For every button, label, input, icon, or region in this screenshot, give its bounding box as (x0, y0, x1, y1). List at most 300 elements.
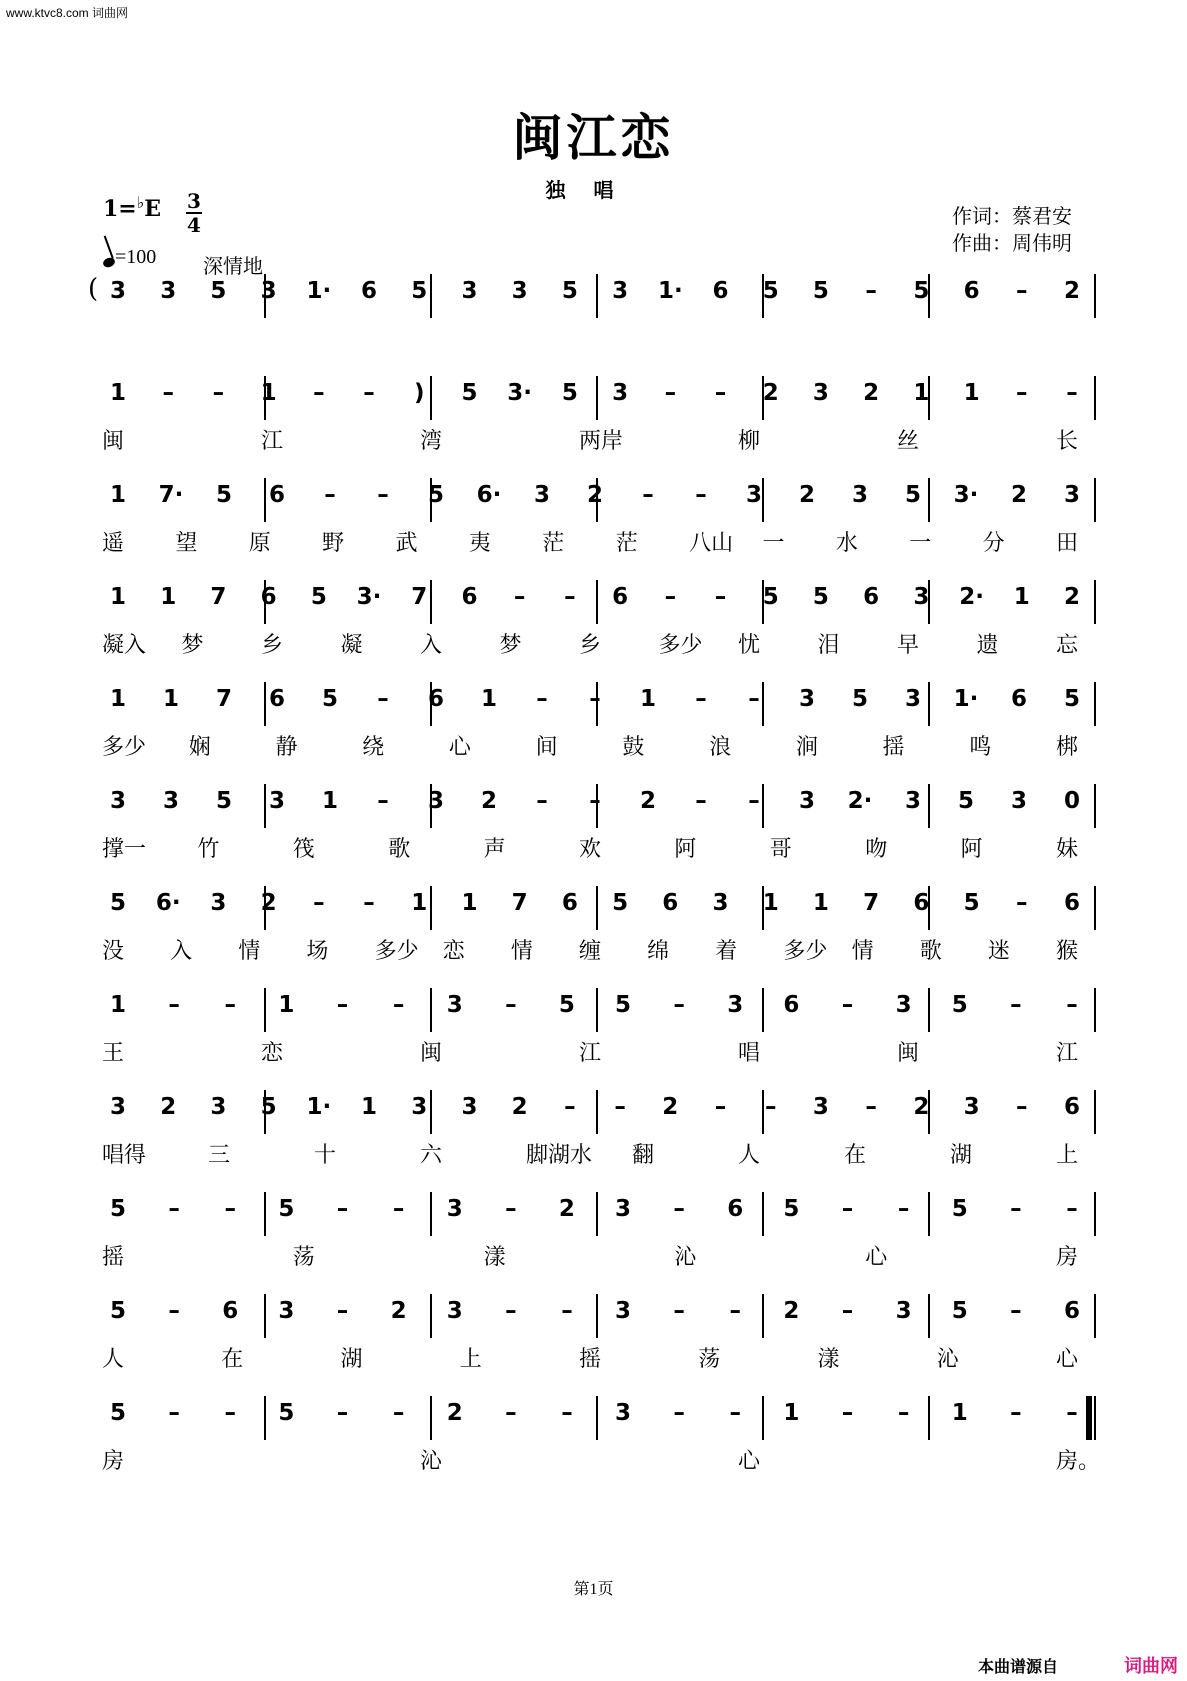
song-subtitle: 独唱 (545, 178, 642, 202)
bar-line (1094, 682, 1096, 726)
note: 3 (162, 788, 179, 814)
staff-row (0, 1400, 1187, 1500)
lyric: 两岸 (579, 429, 624, 454)
note: 7 (863, 890, 880, 916)
composer: 作曲：周伟明 (952, 233, 1072, 255)
lyric: 水 (835, 531, 858, 556)
note: – (224, 992, 236, 1018)
note: 6 (863, 584, 880, 610)
note: 7 (215, 686, 232, 712)
note: 5 (812, 584, 829, 610)
note: 5 (1063, 686, 1080, 712)
note: 2 (639, 788, 656, 814)
note: 3· (356, 584, 382, 610)
note: 1 (951, 1400, 968, 1426)
note: 3 (895, 1298, 912, 1324)
note: 2 (798, 482, 815, 508)
note: – (841, 1400, 854, 1426)
note: 3 (210, 890, 227, 916)
note: 3· (507, 380, 533, 406)
lyric: 浪 (709, 735, 732, 760)
note: 6 (222, 1298, 239, 1324)
note: 1 (762, 890, 779, 916)
note: – (505, 1196, 517, 1222)
note: 3 (615, 1196, 632, 1222)
note: 1 (162, 686, 179, 712)
lyric: 唱得 (102, 1143, 147, 1168)
note: – (1016, 1094, 1028, 1120)
lyric: 多少 (374, 939, 419, 964)
note: 3 (851, 482, 868, 508)
note: – (748, 788, 760, 814)
key-note: E (144, 196, 162, 222)
note: – (714, 1094, 727, 1120)
bar-line (928, 784, 930, 828)
note: 2 (913, 1094, 930, 1120)
note: 1· (306, 1094, 332, 1120)
note: 5 (427, 482, 444, 508)
lyric: 迷 (987, 939, 1010, 964)
note: 1 (109, 482, 126, 508)
note: 3 (798, 686, 815, 712)
note: – (536, 788, 548, 814)
note: – (841, 992, 854, 1018)
lyric: 六 (420, 1143, 443, 1168)
note: 2 (1010, 482, 1027, 508)
lyric: 十 (314, 1143, 337, 1168)
lyric: 人 (102, 1347, 125, 1372)
note: 5 (215, 788, 232, 814)
lyric: 漾 (817, 1347, 840, 1372)
note: – (695, 686, 707, 712)
lyric: 凝 (340, 633, 363, 658)
lyric: 鸣 (969, 735, 992, 760)
lyric: 泪 (817, 633, 840, 658)
note: 5 (904, 482, 921, 508)
lyric: 多少 (658, 633, 703, 658)
lyric: 漾 (483, 1245, 506, 1270)
bar-line (264, 1192, 266, 1236)
staff-row (0, 584, 1187, 684)
lyric: 长 (1056, 429, 1079, 454)
bar-line (430, 1396, 432, 1440)
note: 6 (260, 584, 277, 610)
note: 3 (109, 278, 126, 304)
note: 6 (461, 584, 478, 610)
note: – (377, 482, 389, 508)
lyric: 欢 (579, 837, 602, 862)
lyric: 吻 (865, 837, 888, 862)
note: 6 (1063, 1298, 1080, 1324)
tempo-value: =100 (115, 246, 157, 268)
note: – (313, 380, 325, 406)
note: – (392, 1400, 405, 1426)
note: – (392, 1196, 405, 1222)
note: – (168, 1298, 180, 1324)
note: 5 (109, 890, 126, 916)
lyric: 哥 (769, 837, 792, 862)
meter-bottom: 4 (187, 213, 201, 237)
note: – (865, 278, 877, 304)
note: 1 (109, 380, 126, 406)
bar-line (430, 1294, 432, 1338)
lyric: 八山 (689, 531, 734, 556)
note: 1 (963, 380, 980, 406)
note: – (1016, 380, 1028, 406)
note: 3 (109, 788, 126, 814)
note: – (897, 1400, 910, 1426)
lyric: 歌 (919, 939, 942, 964)
note: – (336, 1196, 349, 1222)
note: 5 (109, 1196, 126, 1222)
note: – (729, 1298, 742, 1324)
expression-mark: 深情地 (203, 256, 263, 278)
note: 5 (951, 1298, 968, 1324)
note: – (614, 1094, 626, 1120)
lyric: 野 (322, 531, 345, 556)
key-signature (103, 193, 161, 222)
note: 5 (913, 278, 930, 304)
lyric: 武 (395, 531, 418, 556)
note: 7 (511, 890, 528, 916)
note: 3 (812, 380, 829, 406)
note: 3 (727, 992, 744, 1018)
lyric: 江 (1056, 1041, 1079, 1066)
note: 6· (476, 482, 502, 508)
bar-line (1094, 274, 1096, 318)
bar-line (596, 1396, 598, 1440)
lyric: 缠 (579, 939, 602, 964)
lyric: 梦 (181, 633, 204, 658)
bar-line (596, 886, 598, 930)
lyric: 多少 (102, 735, 147, 760)
note: – (363, 380, 375, 406)
note: 3 (904, 788, 921, 814)
lyric: 恋 (261, 1041, 284, 1066)
note: 2 (762, 380, 779, 406)
note: 5 (561, 380, 578, 406)
lyric: 心 (1056, 1347, 1079, 1372)
note: – (162, 380, 174, 406)
note: – (212, 380, 225, 406)
note: 1 (783, 1400, 800, 1426)
note: 3 (798, 788, 815, 814)
note: 2 (558, 1196, 575, 1222)
bar-line (928, 682, 930, 726)
note: – (561, 1400, 573, 1426)
lyric: 歌 (388, 837, 411, 862)
note: 3 (210, 1094, 227, 1120)
note: 7 (210, 584, 227, 610)
lyric: 茫 (542, 531, 565, 556)
lyric: 翻 (632, 1143, 655, 1168)
note: 1 (361, 1094, 378, 1120)
note: – (168, 1400, 180, 1426)
note: 3 (511, 278, 528, 304)
lyric: 场 (306, 939, 329, 964)
note: – (392, 992, 405, 1018)
lyric: 乡 (261, 633, 284, 658)
note: 2· (847, 788, 873, 814)
note: – (513, 584, 526, 610)
staff-row (0, 1196, 1187, 1296)
lyric: 着 (715, 939, 738, 964)
note: 3 (446, 1298, 463, 1324)
lyric: 猴 (1056, 939, 1079, 964)
note: – (1016, 890, 1028, 916)
lyric: 忧 (738, 633, 761, 658)
lyric: 上 (1056, 1143, 1079, 1168)
bar-line (1094, 478, 1096, 522)
lyric: 心 (865, 1245, 888, 1270)
note: 6 (561, 890, 578, 916)
lyric: 田 (1056, 531, 1079, 556)
lyric: 夷 (468, 531, 491, 556)
note: – (336, 1400, 349, 1426)
note: 5 (812, 278, 829, 304)
note: 5 (461, 380, 478, 406)
lyric: 沁 (420, 1449, 443, 1474)
brand-logo: 词曲网 (1124, 1656, 1178, 1677)
note: 5 (612, 890, 629, 916)
bar-line (596, 1192, 598, 1236)
note: 1 (411, 890, 428, 916)
note: 7· (158, 482, 184, 508)
note: – (1066, 1400, 1078, 1426)
note: – (505, 1400, 517, 1426)
note: 3 (895, 992, 912, 1018)
lyric: 早 (897, 633, 920, 658)
note: – (642, 482, 654, 508)
open-paren: ( (88, 274, 99, 304)
lyric: 原 (248, 531, 271, 556)
note: 3 (160, 278, 177, 304)
song-title: 闽江恋 (512, 109, 675, 167)
note: – (695, 788, 707, 814)
bar-line (264, 988, 266, 1032)
note: 2 (480, 788, 497, 814)
lyric: 妹 (1056, 837, 1079, 862)
note: 3 (615, 1298, 632, 1324)
note: 1 (639, 686, 656, 712)
lyric: 声 (483, 837, 506, 862)
lyric: 丝 (897, 429, 920, 454)
note: – (695, 482, 707, 508)
note: 3 (260, 278, 277, 304)
note: – (363, 890, 375, 916)
note: 3 (812, 1094, 829, 1120)
note: – (336, 1298, 349, 1324)
note: – (589, 686, 601, 712)
note: – (1010, 1196, 1022, 1222)
lyric: 三 (208, 1143, 231, 1168)
note: 5 (951, 1196, 968, 1222)
note: – (673, 992, 685, 1018)
lyric: 分 (982, 531, 1005, 556)
bar-line (1094, 1294, 1096, 1338)
bar-line (928, 1396, 930, 1440)
lyric: 恋 (442, 939, 465, 964)
lyric: 房。 (1056, 1449, 1101, 1474)
time-signature (186, 190, 202, 236)
note: 1 (260, 380, 277, 406)
flat-sign: ♭ (136, 193, 145, 212)
note: 3 (427, 788, 444, 814)
lyric: 脚湖水 (526, 1143, 593, 1168)
note: 3 (411, 1094, 428, 1120)
note: 5 (783, 1196, 800, 1222)
note: – (505, 1298, 517, 1324)
note: – (377, 788, 389, 814)
lyric: 涧 (795, 735, 818, 760)
note: 2 (783, 1298, 800, 1324)
lyric: 娴 (188, 735, 211, 760)
note: – (377, 686, 389, 712)
note: 6 (268, 686, 285, 712)
note: – (673, 1400, 685, 1426)
note: 1 (160, 584, 177, 610)
lyric: 望 (175, 531, 198, 556)
note: 6 (361, 278, 378, 304)
note: – (1010, 1400, 1022, 1426)
note: 2 (260, 890, 277, 916)
note: 1 (1013, 584, 1030, 610)
lyric: 荡 (292, 1245, 315, 1270)
lyric: 忘 (1056, 633, 1079, 658)
lyric: 遗 (976, 633, 999, 658)
note: 5 (278, 1196, 295, 1222)
note: 2 (1063, 584, 1080, 610)
tempo-mark (103, 246, 156, 269)
note: 5 (411, 278, 428, 304)
staff-row (0, 992, 1187, 1092)
bar-line (264, 1396, 266, 1440)
lyric: 一 (762, 531, 785, 556)
lyric: 湾 (420, 429, 443, 454)
staff-row (0, 274, 1187, 378)
note: – (1066, 380, 1078, 406)
note: ) (413, 380, 425, 406)
note: 6 (963, 278, 980, 304)
note: 6 (268, 482, 285, 508)
note: 3 (268, 788, 285, 814)
bar-line (596, 1294, 598, 1338)
lyric: 情 (851, 939, 874, 964)
note: 6 (662, 890, 679, 916)
note: 3 (461, 1094, 478, 1120)
lyric: 摇 (102, 1245, 125, 1270)
note: – (1066, 1196, 1078, 1222)
note: – (564, 584, 576, 610)
note: – (1066, 992, 1078, 1018)
lyric: 在 (844, 1143, 867, 1168)
note: 3 (533, 482, 550, 508)
note: 1 (109, 992, 126, 1018)
note: 5 (321, 686, 338, 712)
note: 6 (1010, 686, 1027, 712)
note: 5 (762, 278, 779, 304)
note: 2 (511, 1094, 528, 1120)
note: 3 (461, 278, 478, 304)
bar-line (1094, 376, 1096, 420)
lyric: 阿 (960, 837, 983, 862)
note: 5 (561, 278, 578, 304)
note: 2 (863, 380, 880, 406)
note: – (168, 992, 180, 1018)
note: 5 (109, 1400, 126, 1426)
staff-row (0, 1094, 1187, 1194)
lyric: 湖 (950, 1143, 973, 1168)
lyric: 入 (420, 633, 443, 658)
note: 1 (812, 890, 829, 916)
note: 0 (1063, 788, 1080, 814)
note: – (1016, 278, 1028, 304)
note: 1 (109, 584, 126, 610)
note: 1· (306, 278, 332, 304)
lyric: 江 (579, 1041, 602, 1066)
lyric: 房 (1056, 1245, 1079, 1270)
lyric: 江 (261, 429, 284, 454)
note: 3 (612, 380, 629, 406)
note: 3 (612, 278, 629, 304)
staff-row (0, 1298, 1187, 1398)
note: 6 (712, 278, 729, 304)
bar-line (596, 274, 598, 318)
note: – (841, 1196, 854, 1222)
staff-row (0, 788, 1187, 888)
note: – (729, 1400, 742, 1426)
lyric: 上 (459, 1347, 482, 1372)
lyric: 心 (448, 735, 471, 760)
note: 5 (310, 584, 327, 610)
note: 6 (612, 584, 629, 610)
bar-line (762, 1192, 764, 1236)
bar-line (928, 1294, 930, 1338)
note: 5 (762, 584, 779, 610)
note: – (714, 380, 727, 406)
note: 1· (953, 686, 979, 712)
note: 3 (446, 1196, 463, 1222)
note: 3 (745, 482, 762, 508)
note: 6 (727, 1196, 744, 1222)
lyric: 多少 (783, 939, 828, 964)
note: 2 (160, 1094, 177, 1120)
bar-line (928, 1192, 930, 1236)
note: – (564, 1094, 576, 1120)
lyric: 静 (275, 735, 298, 760)
note: – (673, 1196, 685, 1222)
note: – (224, 1196, 236, 1222)
bar-line (596, 1090, 598, 1134)
lyric: 撑一 (102, 837, 147, 862)
note: – (324, 482, 336, 508)
note: 5 (215, 482, 232, 508)
bar-line (762, 988, 764, 1032)
note: 1 (321, 788, 338, 814)
note: 6 (783, 992, 800, 1018)
note: – (841, 1298, 854, 1324)
lyric: 遥 (102, 531, 125, 556)
note: – (764, 1094, 777, 1120)
note: – (673, 1298, 685, 1324)
bar-line (1094, 784, 1096, 828)
meter-top: 3 (187, 189, 201, 213)
note: 6 (913, 890, 930, 916)
note: 1 (278, 992, 295, 1018)
bar-line (928, 478, 930, 522)
note: – (664, 584, 677, 610)
note: 1 (109, 686, 126, 712)
